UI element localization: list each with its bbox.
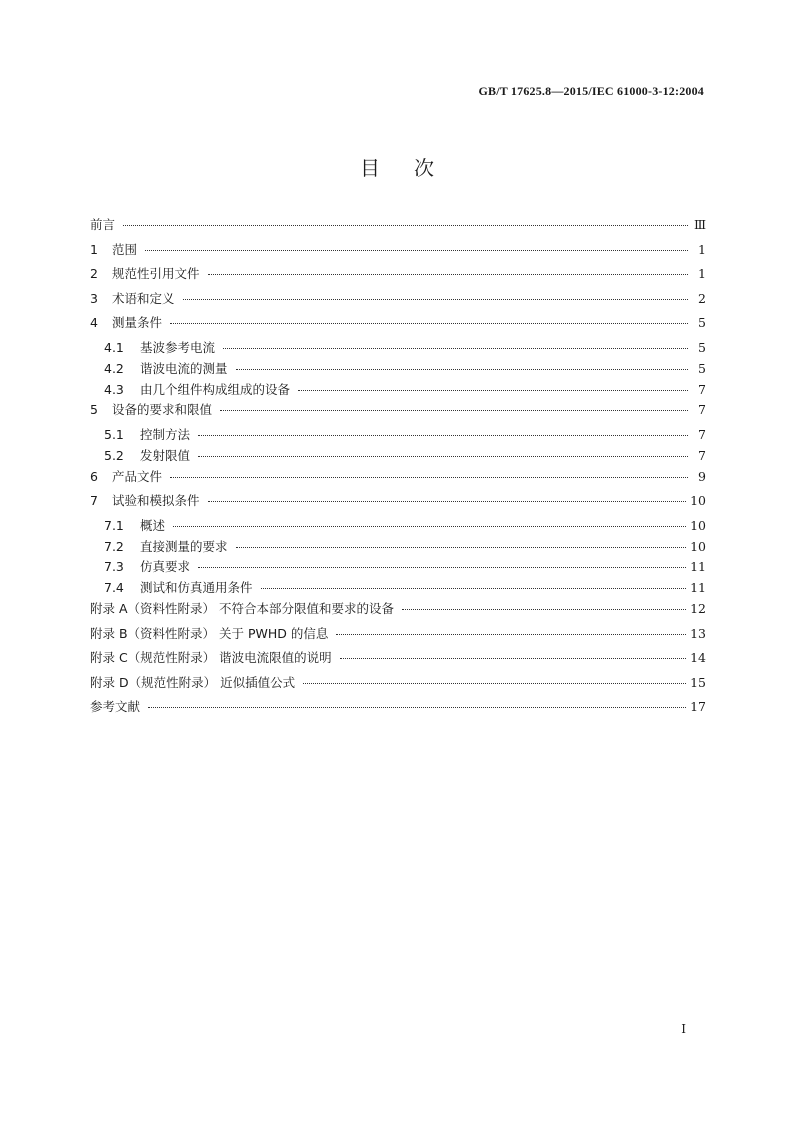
toc-entry[interactable] — [90, 425, 706, 446]
dot-leader — [298, 389, 688, 391]
toc-entry-number: 5.2 — [104, 447, 124, 463]
toc-entry-label: 试验和模拟条件 — [112, 493, 200, 509]
toc-entry-number: 4.1 — [104, 339, 124, 355]
toc-entry[interactable] — [90, 537, 706, 558]
toc-entry-label: 产品文件 — [112, 468, 163, 484]
toc-entry-page: 12 — [690, 600, 706, 616]
toc-entry-page: 5 — [698, 315, 706, 331]
toc-entry-page: 1 — [698, 266, 706, 282]
toc-entry-label: 概述 — [140, 517, 166, 533]
dot-leader — [148, 706, 686, 708]
toc-entry-page: 17 — [690, 699, 706, 715]
toc-entry-page: 14 — [690, 650, 706, 666]
dot-leader — [336, 633, 686, 635]
toc-entry-page: 1 — [698, 241, 706, 257]
toc-entry[interactable] — [90, 557, 706, 578]
toc-entry[interactable] — [90, 380, 706, 401]
toc-entry-label: 规范性引用文件 — [112, 266, 200, 282]
dot-leader — [236, 546, 687, 548]
dot-leader — [340, 657, 686, 659]
toc-entry-number: 7.2 — [104, 538, 124, 554]
toc-entry-label: 直接测量的要求 — [140, 538, 228, 554]
toc-entry-page: 10 — [690, 517, 706, 533]
dot-leader — [220, 409, 688, 411]
toc-entry-label: 参考文献 — [90, 699, 141, 715]
toc-entry[interactable] — [90, 359, 706, 380]
toc-entry[interactable] — [90, 446, 706, 467]
toc-entry-page: 7 — [698, 426, 706, 442]
toc-entry[interactable] — [90, 578, 706, 599]
toc-entry[interactable] — [90, 240, 706, 265]
toc-entry-page: Ⅲ — [693, 217, 706, 232]
toc-entry-label: 范围 — [112, 241, 138, 257]
toc-entry-number: 4 — [90, 315, 98, 331]
toc-entry-page: 7 — [698, 447, 706, 463]
toc-entry-page: 5 — [698, 339, 706, 355]
toc-entry-number: 1 — [90, 241, 98, 257]
toc-entry-page: 15 — [690, 674, 706, 690]
toc-entry-page: 10 — [690, 538, 706, 554]
dot-leader — [208, 273, 688, 275]
toc-entry-label: 术语和定义 — [112, 290, 175, 306]
toc-entry-page: 9 — [698, 468, 706, 484]
toc-entry-number: 6 — [90, 468, 98, 484]
toc-entry-number: 4.2 — [104, 360, 124, 376]
dot-leader — [170, 476, 688, 478]
toc-entry-page: 5 — [698, 360, 706, 376]
toc-entry[interactable] — [90, 516, 706, 537]
table-of-contents — [90, 215, 706, 722]
toc-entry[interactable] — [90, 215, 706, 240]
toc-entry-label: 前言 — [90, 217, 116, 232]
dot-leader — [170, 322, 688, 324]
toc-entry-label: 设备的要求和限值 — [112, 402, 213, 418]
toc-entry[interactable] — [90, 264, 706, 289]
toc-entry-number: 7.1 — [104, 517, 124, 533]
toc-entry-label: 控制方法 — [140, 426, 191, 442]
toc-entry[interactable] — [90, 313, 706, 338]
dot-leader — [145, 249, 688, 251]
toc-entry[interactable] — [90, 400, 706, 425]
toc-entry-page: 7 — [698, 402, 706, 418]
toc-entry-number: 7.4 — [104, 580, 124, 596]
dot-leader — [208, 500, 687, 502]
dot-leader — [198, 455, 688, 457]
toc-entry-number: 5.1 — [104, 426, 124, 442]
toc-entry[interactable] — [90, 338, 706, 359]
toc-entry-label: 测量条件 — [112, 315, 163, 331]
toc-entry-label: 附录 A（资料性附录） 不符合本部分限值和要求的设备 — [90, 600, 394, 616]
toc-entry-label: 附录 D（规范性附录） 近似插值公式 — [90, 674, 296, 690]
dot-leader — [198, 566, 686, 568]
toc-entry-page: 11 — [690, 580, 706, 596]
dot-leader — [303, 682, 686, 684]
toc-entry-number: 7 — [90, 493, 98, 509]
toc-entry[interactable] — [90, 624, 706, 649]
dot-leader — [236, 368, 688, 370]
dot-leader — [402, 608, 686, 610]
document-code-header: GB/T 17625.8—2015/IEC 61000-3-12:2004 — [478, 84, 704, 98]
toc-entry[interactable] — [90, 467, 706, 492]
dot-leader — [198, 434, 688, 436]
toc-entry-label: 附录 B（资料性附录） 关于 PWHD 的信息 — [90, 625, 329, 641]
dot-leader — [123, 224, 688, 226]
toc-entry[interactable] — [90, 491, 706, 516]
toc-entry-page: 7 — [698, 381, 706, 397]
toc-entry[interactable] — [90, 289, 706, 314]
toc-entry[interactable] — [90, 648, 706, 673]
toc-entry-label: 仿真要求 — [140, 559, 191, 575]
toc-entry-page: 11 — [690, 559, 706, 575]
toc-entry-page: 10 — [690, 493, 706, 509]
page-number: I — [681, 1022, 686, 1036]
toc-entry-number: 2 — [90, 266, 98, 282]
toc-entry[interactable] — [90, 673, 706, 698]
dot-leader — [173, 525, 686, 527]
toc-entry[interactable] — [90, 599, 706, 624]
toc-entry-label: 谐波电流的测量 — [140, 360, 228, 376]
dot-leader — [183, 298, 688, 300]
toc-entry-page: 13 — [690, 625, 706, 641]
toc-entry-label: 基波参考电流 — [140, 339, 216, 355]
toc-entry-label: 测试和仿真通用条件 — [140, 580, 253, 596]
dot-leader — [261, 587, 687, 589]
toc-entry-number: 4.3 — [104, 381, 124, 397]
toc-entry-label: 附录 C（规范性附录） 谐波电流限值的说明 — [90, 650, 332, 666]
page-title: 目次 — [360, 156, 468, 180]
toc-entry-number: 3 — [90, 290, 98, 306]
toc-entry-label: 由几个组件构成组成的设备 — [140, 381, 291, 397]
toc-entry-number: 7.3 — [104, 559, 124, 575]
toc-entry[interactable] — [90, 697, 706, 722]
toc-entry-label: 发射限值 — [140, 447, 191, 463]
dot-leader — [223, 347, 688, 349]
toc-entry-page: 2 — [698, 290, 706, 306]
toc-entry-number: 5 — [90, 402, 98, 418]
